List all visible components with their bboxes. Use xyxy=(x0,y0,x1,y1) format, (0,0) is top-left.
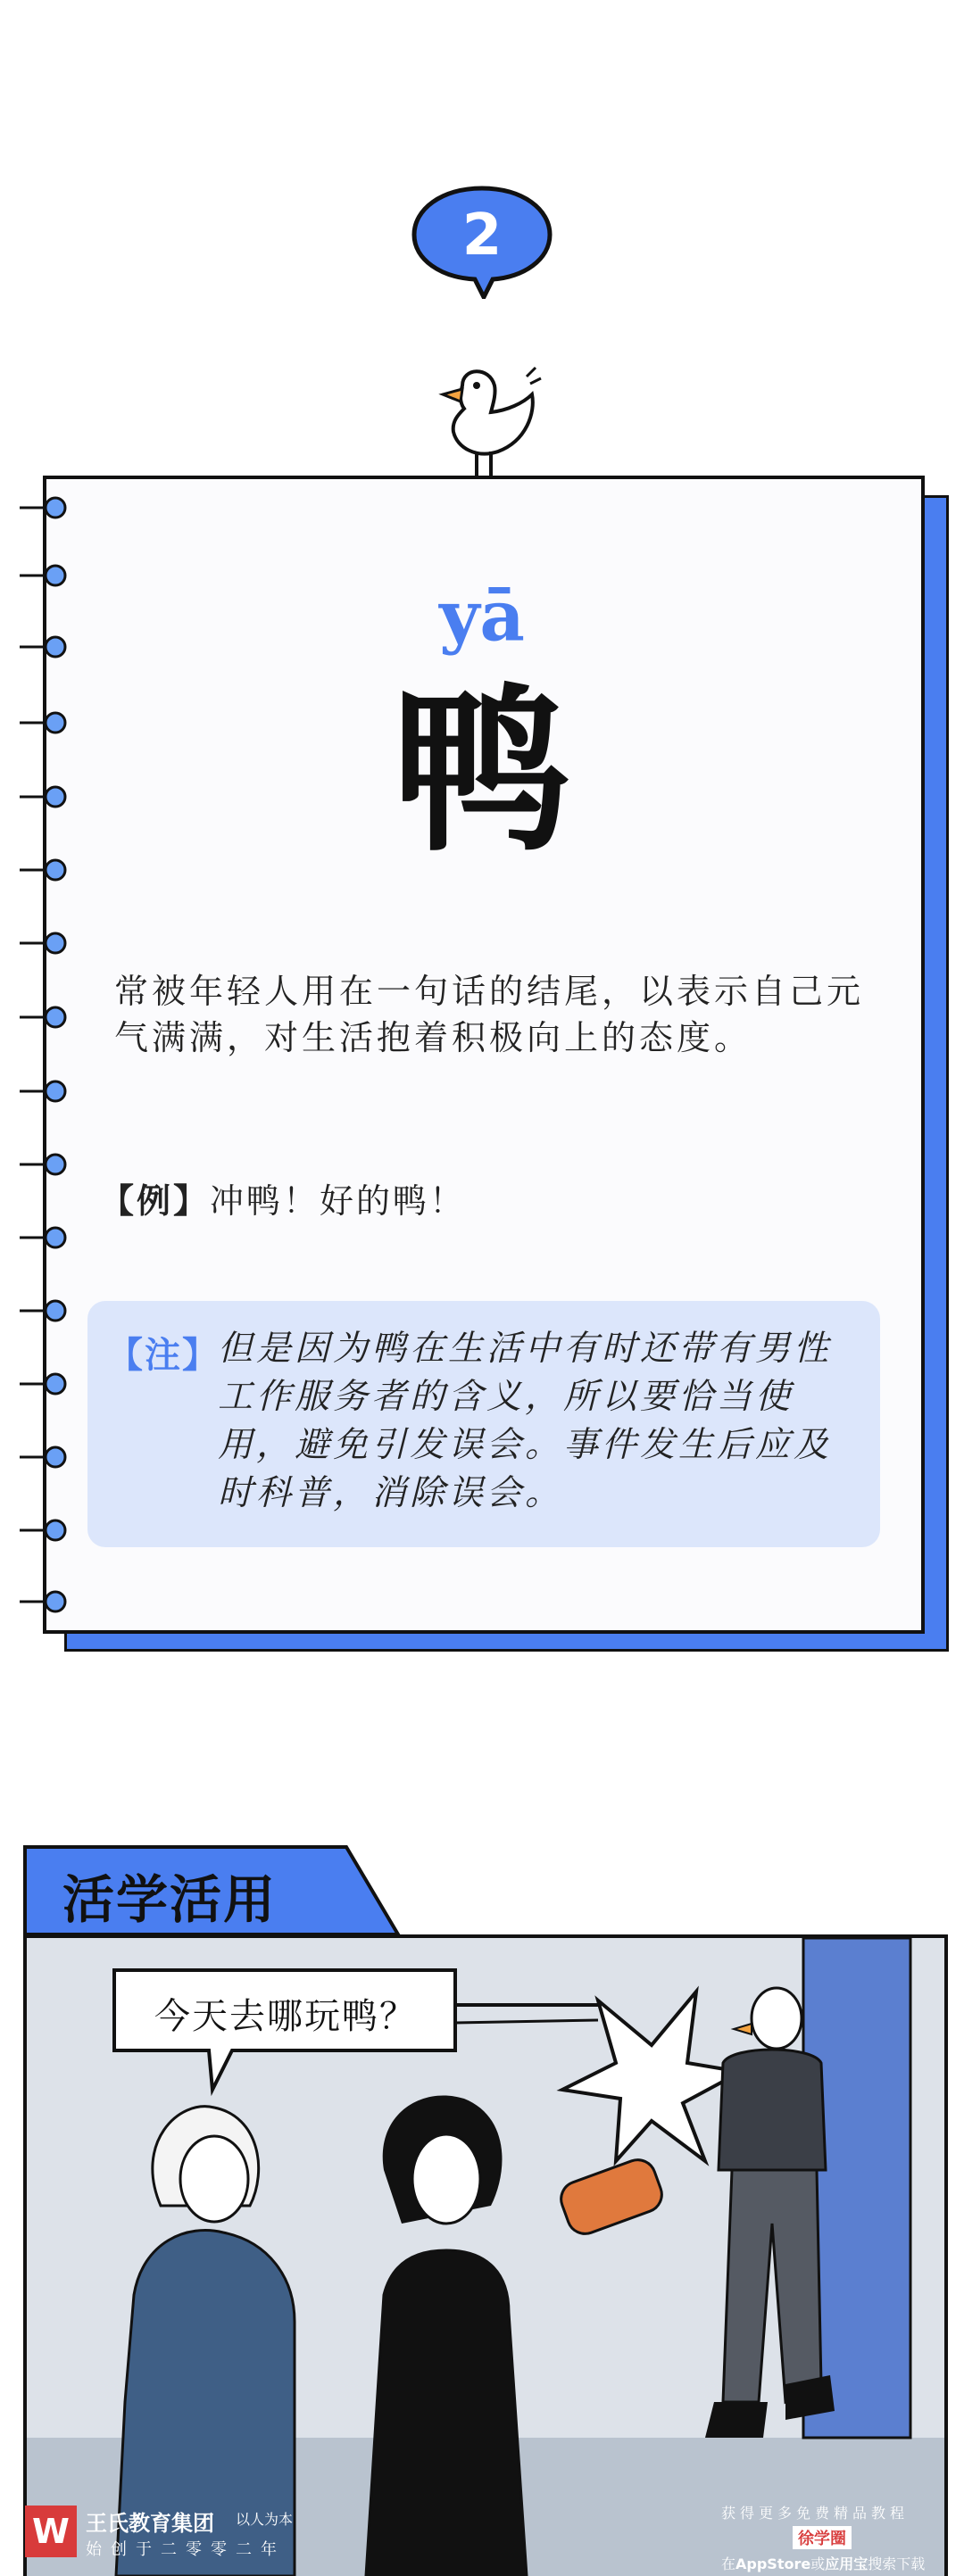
comic-title: 活学活用 xyxy=(62,1869,278,1930)
promo-app-name: 徐学圈 xyxy=(793,2526,852,2549)
promo-store-1: AppStore xyxy=(735,2555,811,2572)
definition-text: 常被年轻人用在一句话的结尾，以表示自己元气满满，对生活抱着积极向上的态度。 xyxy=(114,972,865,1057)
speech-text: 今天去哪玩鸭？ xyxy=(154,1996,417,2037)
promo-suffix: 搜索下载 xyxy=(868,2555,926,2572)
promo-line: 获得更多免费精品教程 xyxy=(721,2505,910,2522)
notebook-rings xyxy=(20,495,73,1619)
number-badge xyxy=(407,183,557,290)
badge-number: 2 xyxy=(461,203,503,269)
note-tag: 【注】 xyxy=(107,1335,220,1376)
example-line xyxy=(100,1173,850,1222)
example-tag: 【例】 xyxy=(100,1181,211,1221)
promo-store-line xyxy=(721,2553,935,2573)
brand-name: 王氏教育集团 xyxy=(86,2511,214,2536)
promo-store-2: 应用宝 xyxy=(825,2555,868,2572)
promo-or: 或 xyxy=(810,2555,826,2572)
promo-block xyxy=(721,2502,935,2573)
headword-character: 鸭 xyxy=(392,667,571,876)
brand-logo: W xyxy=(25,2506,77,2557)
pinyin-text: yā xyxy=(439,576,525,657)
duck-icon xyxy=(427,359,543,479)
example-text: 冲鸭！好的鸭！ xyxy=(210,1181,467,1221)
brand-motto: 以人为本 xyxy=(236,2511,294,2528)
promo-prefix: 在 xyxy=(721,2555,736,2572)
brand-since: 始创于二零零二年 xyxy=(86,2540,286,2559)
note-text: 但是因为鸭在生活中有时还带有男性工作服务者的含义，所以要恰当使用，避免引发误会。事件发生后应及时科普，消除误会。 xyxy=(218,1329,833,1513)
